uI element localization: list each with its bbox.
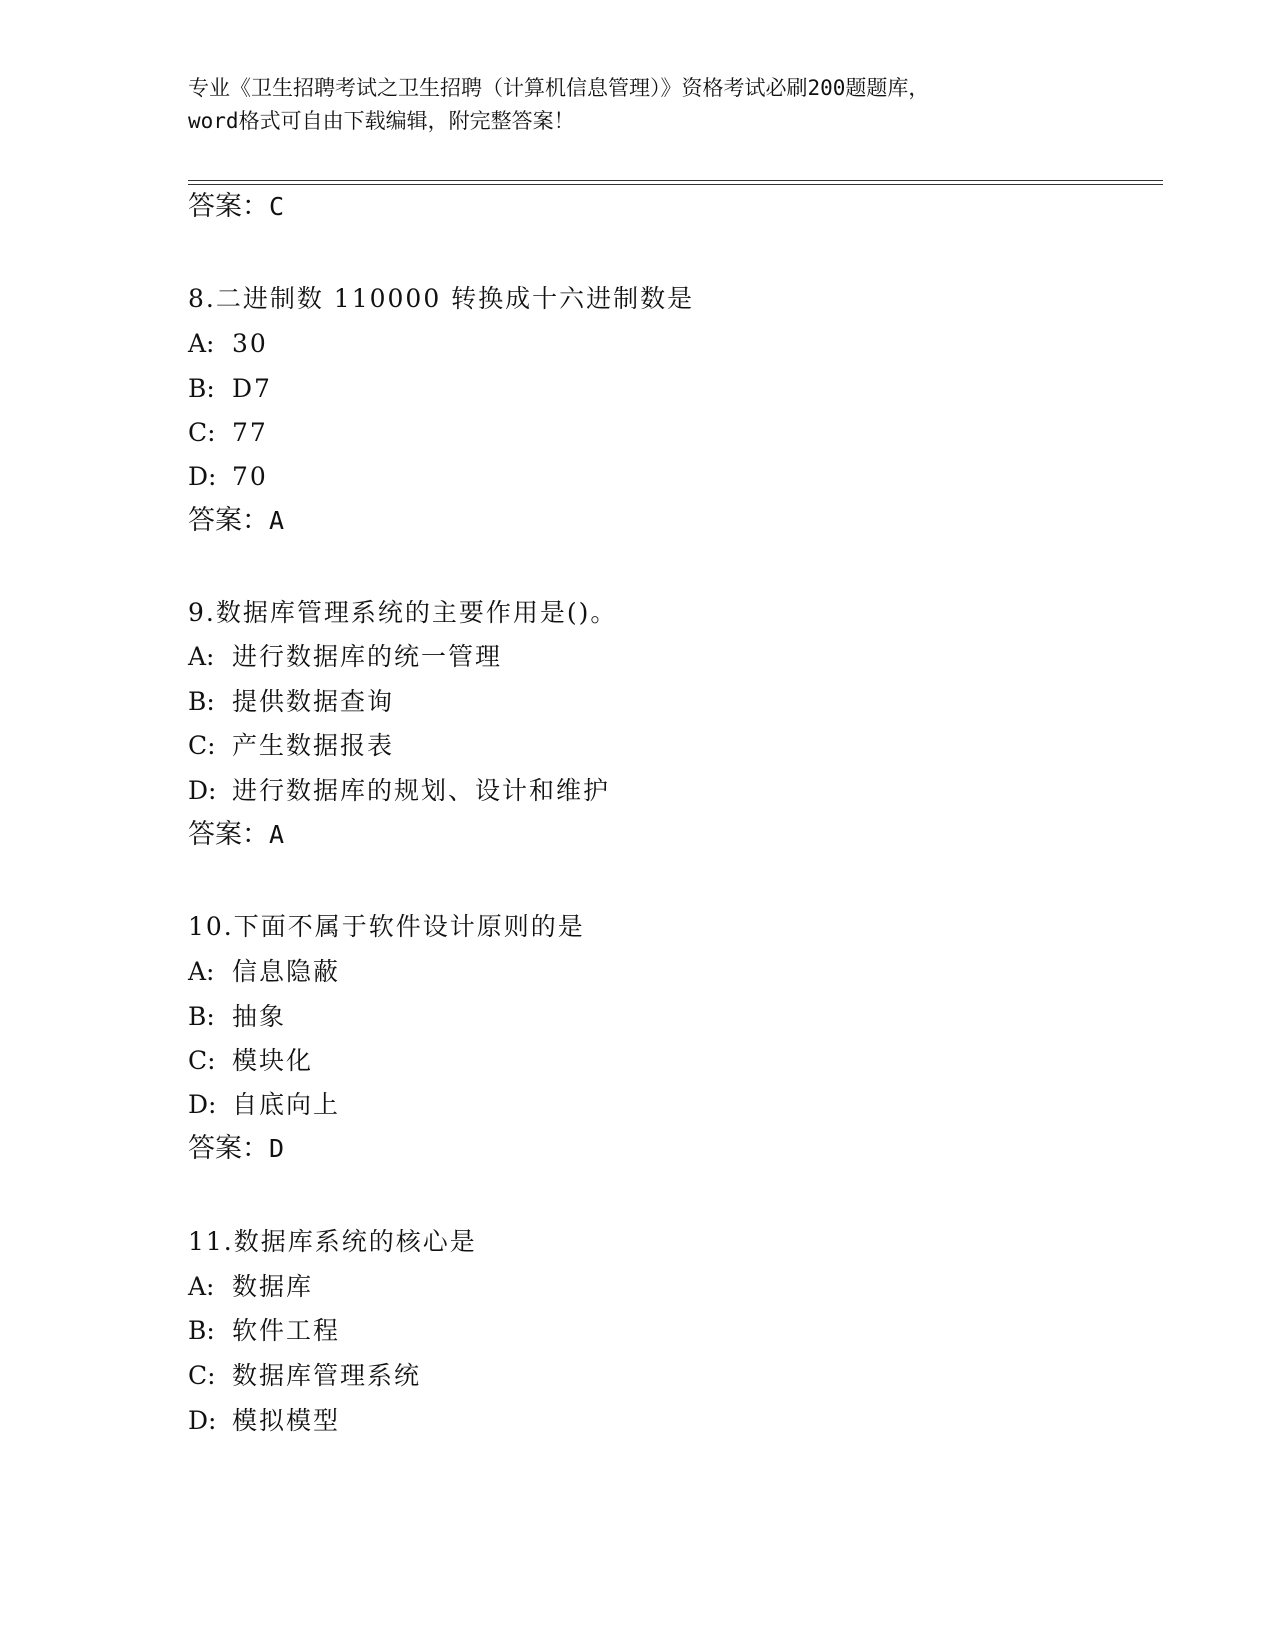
- question-8-answer: [188, 504, 284, 538]
- option-label: C:: [188, 731, 216, 760]
- question-10-stem: 10.下面不属于软件设计原则的是: [188, 912, 585, 941]
- option-label: A:: [188, 1272, 215, 1301]
- answer-value: A: [269, 506, 285, 535]
- option-label: D:: [188, 462, 217, 491]
- question-8-stem: 8.二进制数 110000 转换成十六进制数是: [188, 284, 695, 313]
- question-11-option-a: [188, 1270, 313, 1304]
- option-text: 自底向上: [232, 1090, 341, 1119]
- option-text: 进行数据库的规划、设计和维护: [232, 776, 611, 805]
- option-text: 模块化: [232, 1046, 314, 1075]
- option-label: B:: [188, 687, 215, 716]
- question-9-option-d: [188, 774, 610, 808]
- header-divider-top: [188, 180, 1163, 181]
- question-11-option-b: [188, 1314, 340, 1348]
- option-label: A:: [188, 957, 215, 986]
- question-11-stem: 11.数据库系统的核心是: [188, 1227, 477, 1256]
- answer-label: 答案：: [188, 1133, 269, 1164]
- question-10-option-c: [188, 1044, 313, 1078]
- option-text: 30: [232, 329, 268, 358]
- option-text: 抽象: [232, 1002, 287, 1031]
- question-10-answer: [188, 1132, 284, 1166]
- answer-value: A: [269, 820, 285, 849]
- option-text: 产生数据报表: [232, 731, 395, 760]
- question-8-option-c: [188, 416, 268, 450]
- option-label: C:: [188, 1361, 216, 1390]
- option-label: D:: [188, 776, 217, 805]
- option-text: 进行数据库的统一管理: [232, 642, 503, 671]
- question-10-option-b: [188, 1000, 286, 1034]
- answer-label: 答案：: [188, 505, 269, 536]
- answer-label: 答案：: [188, 819, 269, 850]
- document-header: [188, 72, 1088, 138]
- option-label: A:: [188, 642, 215, 671]
- header-divider-bottom: [188, 184, 1163, 185]
- question-10-option-a: [188, 955, 340, 989]
- question-9-option-a: [188, 640, 502, 674]
- option-text: 软件工程: [232, 1316, 341, 1345]
- option-label: D:: [188, 1406, 217, 1435]
- header-line-2: word格式可自由下载编辑，附完整答案！: [188, 109, 575, 133]
- option-text: 信息隐蔽: [232, 957, 341, 986]
- option-text: 数据库: [232, 1272, 314, 1301]
- option-text: 数据库管理系统: [232, 1361, 422, 1390]
- option-text: 77: [232, 418, 268, 447]
- question-9-answer: [188, 818, 284, 852]
- prev-answer: [188, 190, 284, 224]
- question-8-option-a: [188, 327, 268, 361]
- option-text: 70: [232, 462, 268, 491]
- option-text: D7: [232, 374, 272, 403]
- answer-value: C: [269, 192, 285, 221]
- option-label: A:: [188, 329, 215, 358]
- option-label: C:: [188, 1046, 216, 1075]
- option-text: 提供数据查询: [232, 687, 395, 716]
- question-9-stem: 9.数据库管理系统的主要作用是()。: [188, 598, 618, 627]
- question-11-option-d: [188, 1404, 340, 1438]
- option-label: B:: [188, 1316, 215, 1345]
- option-text: 模拟模型: [232, 1406, 341, 1435]
- answer-value: D: [269, 1134, 285, 1163]
- option-label: B:: [188, 374, 215, 403]
- question-11-option-c: [188, 1359, 421, 1393]
- question-9-option-b: [188, 685, 394, 719]
- option-label: D:: [188, 1090, 217, 1119]
- question-10-option-d: [188, 1088, 340, 1122]
- option-label: B:: [188, 1002, 215, 1031]
- answer-label: 答案：: [188, 191, 269, 222]
- question-8-option-d: [188, 460, 268, 494]
- question-8-option-b: [188, 372, 272, 406]
- option-label: C:: [188, 418, 216, 447]
- header-line-1: 专业《卫生招聘考试之卫生招聘（计算机信息管理）》资格考试必刷200题题库，: [188, 76, 930, 100]
- question-9-option-c: [188, 729, 394, 763]
